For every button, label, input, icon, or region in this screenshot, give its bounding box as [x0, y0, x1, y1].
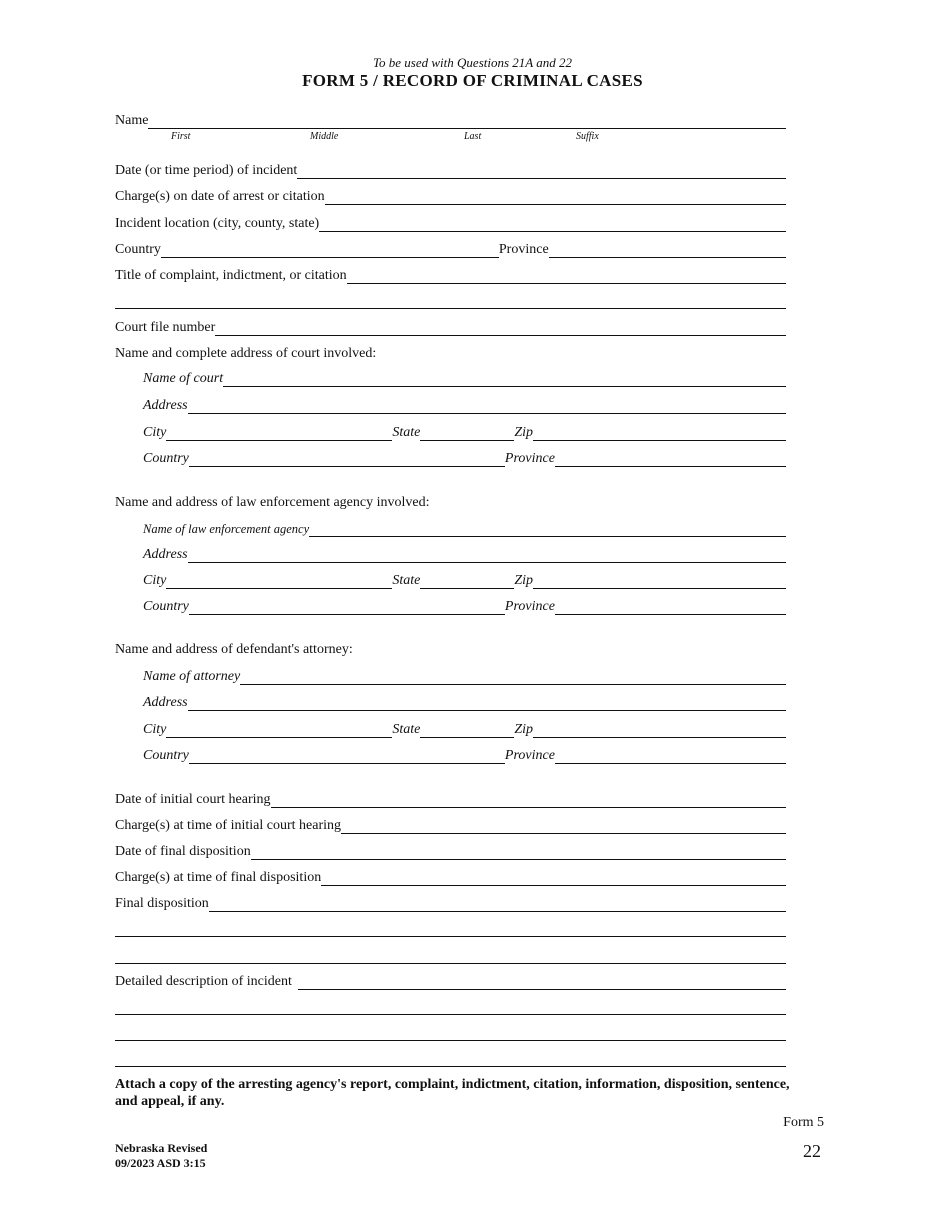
description-line-2[interactable]: [115, 1014, 786, 1015]
court-country-field[interactable]: [189, 451, 505, 467]
law-country-row: [143, 599, 786, 615]
name-row: [115, 113, 786, 129]
court-state-label: State: [392, 425, 421, 440]
attorney-province-label: Province: [504, 748, 555, 763]
form-number-label: Form 5: [783, 1115, 824, 1130]
attorney-zip-field[interactable]: [533, 722, 786, 738]
date-initial-label: Date of initial court hearing: [115, 792, 271, 807]
description-label: Detailed description of incident: [115, 974, 292, 989]
charges-final-label: Charge(s) at time of final disposition: [115, 870, 322, 885]
attach-note: Attach a copy of the arresting agency's report, complaint, indictment, citation, information, disposition, sentence, and appeal, if any.: [115, 1077, 790, 1109]
attorney-name-field[interactable]: [240, 669, 786, 685]
court-name-label: Name of court: [143, 371, 224, 386]
law-address-label: Address: [143, 547, 188, 562]
court-name-row: [143, 371, 786, 387]
law-country-label: Country: [143, 599, 189, 614]
name-sub-middle: Middle: [310, 131, 339, 142]
attorney-city-field[interactable]: [166, 722, 392, 738]
date-incident-label: Date (or time period) of incident: [115, 163, 298, 178]
law-city-field[interactable]: [166, 573, 392, 589]
country-province-row: [115, 242, 786, 258]
attorney-heading-row: [115, 642, 786, 658]
law-address-row: [143, 547, 786, 563]
charges-final-row: [115, 870, 786, 886]
title-complaint-label: Title of complaint, indictment, or citation: [115, 268, 347, 283]
law-state-field[interactable]: [420, 573, 514, 589]
law-name-field[interactable]: [309, 521, 786, 537]
court-zip-label: Zip: [514, 425, 534, 440]
final-disposition-label: Final disposition: [115, 896, 209, 911]
attorney-state-label: State: [392, 722, 421, 737]
incident-location-field[interactable]: [319, 216, 786, 232]
form-title: FORM 5 / RECORD OF CRIMINAL CASES: [302, 71, 643, 90]
court-state-field[interactable]: [420, 425, 514, 441]
final-disposition-row: [115, 896, 786, 912]
date-final-row: [115, 844, 786, 860]
law-city-row: [143, 573, 786, 589]
date-incident-row: [115, 163, 786, 179]
name-sub-first: First: [171, 131, 191, 142]
title-complaint-field[interactable]: [347, 268, 786, 284]
name-sub-last: Last: [464, 131, 482, 142]
court-file-field[interactable]: [215, 320, 786, 336]
description-field[interactable]: [298, 974, 786, 990]
name-label: Name: [115, 113, 149, 128]
charges-arrest-row: [115, 189, 786, 205]
incident-location-row: [115, 216, 786, 232]
law-name-row: [143, 521, 786, 537]
attorney-address-label: Address: [143, 695, 188, 710]
attorney-city-label: City: [143, 722, 167, 737]
description-line-3[interactable]: [115, 1040, 786, 1041]
footer-line-2: 09/2023 ASD 3:15: [115, 1156, 206, 1170]
date-initial-row: [115, 792, 786, 808]
law-city-label: City: [143, 573, 167, 588]
law-address-field[interactable]: [188, 547, 786, 563]
form-subtitle: To be used with Questions 21A and 22: [373, 55, 572, 70]
incident-location-label: Incident location (city, county, state): [115, 216, 320, 231]
court-file-row: [115, 320, 786, 336]
law-zip-field[interactable]: [533, 573, 786, 589]
name-field[interactable]: [148, 113, 786, 129]
court-city-label: City: [143, 425, 167, 440]
final-disposition-field[interactable]: [209, 896, 786, 912]
court-name-field[interactable]: [223, 371, 786, 387]
page-number: 22: [803, 1141, 821, 1161]
attorney-name-row: [143, 669, 786, 685]
court-address-field[interactable]: [188, 398, 786, 414]
court-zip-field[interactable]: [533, 425, 786, 441]
court-province-label: Province: [504, 451, 555, 466]
attorney-address-row: [143, 695, 786, 711]
name-sub-suffix: Suffix: [576, 131, 599, 142]
footer-revision: [115, 1141, 207, 1171]
attorney-state-field[interactable]: [420, 722, 514, 738]
charges-arrest-field[interactable]: [325, 189, 786, 205]
attorney-province-field[interactable]: [555, 748, 786, 764]
law-state-label: State: [392, 573, 421, 588]
court-file-label: Court file number: [115, 320, 216, 335]
law-heading: Name and address of law enforcement agency involved:: [115, 495, 430, 510]
court-address-row: [143, 398, 786, 414]
country-field[interactable]: [161, 242, 499, 258]
court-heading-row: [115, 346, 786, 362]
description-line-4[interactable]: [115, 1066, 786, 1067]
attorney-zip-label: Zip: [514, 722, 534, 737]
country-label: Country: [115, 242, 161, 257]
charges-initial-row: [115, 818, 786, 834]
date-final-field[interactable]: [251, 844, 786, 860]
court-country-row: [143, 451, 786, 467]
final-disposition-line-3[interactable]: [115, 963, 786, 964]
province-label: Province: [498, 242, 549, 257]
court-country-label: Country: [143, 451, 189, 466]
final-disposition-line-2[interactable]: [115, 936, 786, 937]
attorney-country-field[interactable]: [189, 748, 505, 764]
attorney-city-row: [143, 722, 786, 738]
attorney-heading: Name and address of defendant's attorney:: [115, 642, 353, 657]
court-city-field[interactable]: [166, 425, 392, 441]
date-initial-field[interactable]: [271, 792, 787, 808]
description-row: [115, 974, 786, 990]
law-zip-label: Zip: [514, 573, 534, 588]
court-address-label: Address: [143, 398, 188, 413]
attorney-name-label: Name of attorney: [143, 669, 241, 684]
court-heading: Name and complete address of court involved:: [115, 346, 377, 361]
attorney-country-row: [143, 748, 786, 764]
charges-arrest-label: Charge(s) on date of arrest or citation: [115, 189, 325, 204]
footer-line-1: Nebraska Revised: [115, 1141, 208, 1155]
title-complaint-row: [115, 268, 786, 284]
title-complaint-continuation[interactable]: [115, 308, 786, 309]
date-final-label: Date of final disposition: [115, 844, 251, 859]
law-heading-row: [115, 495, 786, 511]
charges-final-field[interactable]: [321, 870, 786, 886]
attorney-country-label: Country: [143, 748, 189, 763]
law-name-label: Name of law enforcement agency: [143, 522, 310, 536]
court-city-row: [143, 425, 786, 441]
province-field[interactable]: [549, 242, 786, 258]
charges-initial-field[interactable]: [341, 818, 786, 834]
law-country-field[interactable]: [189, 599, 505, 615]
law-province-label: Province: [504, 599, 555, 614]
court-province-field[interactable]: [555, 451, 786, 467]
date-incident-field[interactable]: [297, 163, 786, 179]
law-province-field[interactable]: [555, 599, 786, 615]
charges-initial-label: Charge(s) at time of initial court hearing: [115, 818, 342, 833]
attorney-address-field[interactable]: [188, 695, 786, 711]
